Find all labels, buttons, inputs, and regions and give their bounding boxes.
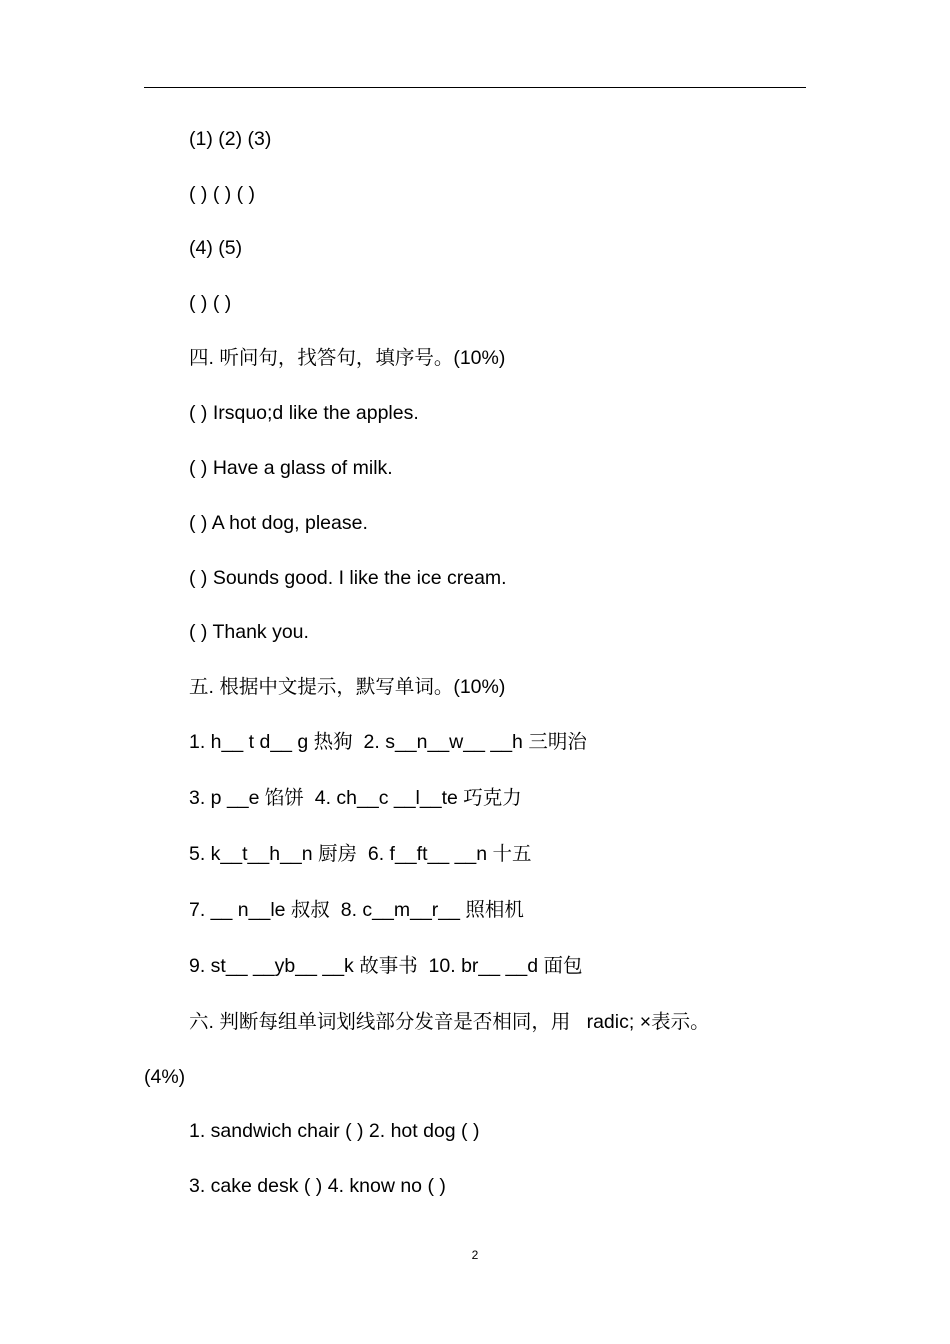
section-4-item: ( ) A hot dog, please. [189, 512, 368, 534]
section-6-heading-continued: (4%) [144, 1066, 186, 1088]
section-4-heading: 四. 听问句，找答句，填序号。(10%) [189, 347, 506, 369]
option-numbers-row-1: (1) (2) (3) [189, 128, 272, 150]
option-blanks-row-2: ( ) ( ) [189, 292, 232, 314]
section-5-item: 9. st__ __yb__ __k 故事书 10. br__ __d 面包 [189, 955, 583, 977]
section-6-item: 3. cake desk ( ) 4. know no ( ) [189, 1175, 446, 1197]
section-6-item: 1. sandwich chair ( ) 2. hot dog ( ) [189, 1120, 480, 1142]
header-rule [144, 87, 806, 88]
section-4-item: ( ) Thank you. [189, 621, 309, 643]
page-number: 2 [471, 1248, 479, 1262]
section-6-heading: 六. 判断每组单词划线部分发音是否相同，用 radic; ×表示。 [189, 1011, 710, 1033]
section-4-item: ( ) Sounds good. I like the ice cream. [189, 567, 507, 589]
section-4-item: ( ) Have a glass of milk. [189, 457, 393, 479]
section-5-item: 7. __ n__le 叔叔 8. c__m__r__ 照相机 [189, 899, 524, 921]
section-4-item: ( ) Irsquo;d like the apples. [189, 402, 419, 424]
section-5-item: 3. p __e 馅饼 4. ch__c __l__te 巧克力 [189, 787, 522, 809]
section-5-item: 5. k__t__h__n 厨房 6. f__ft__ __n 十五 [189, 843, 532, 865]
section-5-heading: 五. 根据中文提示，默写单词。(10%) [189, 676, 506, 698]
section-5-item: 1. h__ t d__ g 热狗 2. s__n__w__ __h 三明治 [189, 731, 587, 753]
option-numbers-row-2: (4) (5) [189, 237, 243, 259]
option-blanks-row-1: ( ) ( ) ( ) [189, 183, 256, 205]
